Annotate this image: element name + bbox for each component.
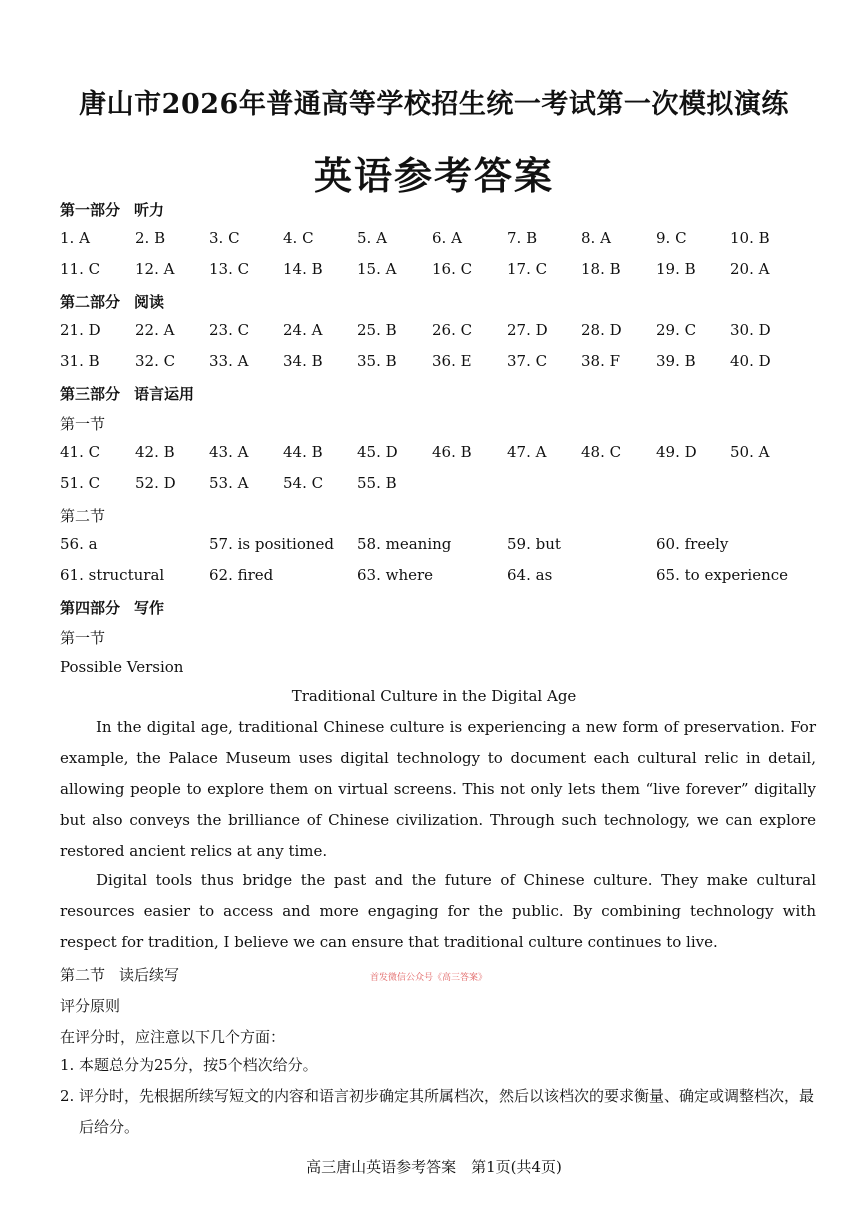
criteria-text: 本题总分为25分，按5个档次给分。 [79,1056,318,1074]
answer: 38. F [581,352,621,370]
answer: 33. A [209,352,249,370]
answer: 27. D [507,321,548,339]
part4-heading [60,597,164,618]
answer: 20. A [730,260,770,278]
part2-heading [60,291,164,312]
answer: 35. B [357,352,397,370]
answer: 3. C [209,229,240,247]
part4-section2-subject: 读后续写 [119,966,180,984]
answer: 11. C [60,260,101,278]
answer: 42. B [135,443,175,461]
essay-title: Traditional Culture in the Digital Age [291,687,577,705]
answer: 32. C [135,352,176,370]
essay-paragraph-2: Digital tools thus bridge the past and the future of Chinese culture. They make cultural resources easier to access and more engaging for the public. By combining technology with respect for tradition, I believe we can ensure that traditional culture continues to live. [60,871,816,951]
page-footer: 高三唐山英语参考答案 第1页(共4页) [306,1158,562,1176]
answer: 21. D [60,321,101,339]
criteria-intro: 在评分时，应注意以下几个方面： [60,1028,286,1046]
answer: 17. C [507,260,548,278]
part4-name: 第四部分 [60,599,121,617]
part4-section1-label: 第一节 [60,629,106,647]
answer: 26. C [432,321,473,339]
answer: 47. A [507,443,547,461]
criteria-number: 1. [60,1056,75,1074]
answer: 22. A [135,321,175,339]
answer: 2. B [135,229,166,247]
answer: 18. B [581,260,621,278]
answer: 52. D [135,474,176,492]
part3-section1-label: 第一节 [60,415,106,433]
answer: 13. C [209,260,250,278]
part3-heading [60,383,194,404]
answer: 14. B [283,260,323,278]
page-title: 唐山市2026年普通高等学校招生统一考试第一次模拟演练 [79,89,789,120]
fill-answer: 57. is positioned [209,535,335,553]
answer: 53. A [209,474,249,492]
fill-answer: 56. a [60,535,98,553]
answer: 36. E [432,352,472,370]
answer: 40. D [730,352,771,370]
answer: 15. A [357,260,397,278]
answer: 8. A [581,229,611,247]
fill-answer: 60. freely [656,535,729,553]
part2-name: 第二部分 [60,293,121,311]
answer: 45. D [357,443,398,461]
answer: 29. C [656,321,697,339]
answer: 30. D [730,321,771,339]
criteria-number: 2. [60,1087,75,1105]
answer: 23. C [209,321,250,339]
part3-name: 第三部分 [60,385,121,403]
part3-subject: 语言运用 [134,385,195,403]
answer: 48. C [581,443,622,461]
part4-section2-heading [60,964,179,985]
answer: 16. C [432,260,473,278]
answer: 43. A [209,443,249,461]
watermark-text: 首发微信公众号《高三答案》 [370,973,488,983]
answer: 10. B [730,229,770,247]
answer: 46. B [432,443,472,461]
part2-subject: 阅读 [134,293,165,311]
answer: 44. B [283,443,323,461]
answer: 1. A [60,229,90,247]
answer: 5. A [357,229,387,247]
fill-answer: 58. meaning [357,535,452,553]
answer: 4. C [283,229,314,247]
fill-answer: 65. to experience [656,566,789,584]
answer: 39. B [656,352,696,370]
answer: 50. A [730,443,770,461]
part1-name: 第一部分 [60,201,121,219]
answer: 31. B [60,352,100,370]
criteria-label: 评分原则 [60,997,121,1015]
answer: 7. B [507,229,538,247]
answer: 41. C [60,443,101,461]
answer: 19. B [656,260,696,278]
part4-subject: 写作 [134,599,165,617]
fill-answer: 62. fired [209,566,274,584]
answer: 12. A [135,260,175,278]
criteria-text: 评分时，先根据所续写短文的内容和语言初步确定其所属档次，然后以该档次的要求衡量、确定或调整档次，最后给分。 [79,1087,815,1136]
answer: 34. B [283,352,323,370]
part1-heading [60,199,164,220]
answer: 25. B [357,321,397,339]
answer: 51. C [60,474,101,492]
page-subtitle: 英语参考答案 [313,153,554,198]
answer: 37. C [507,352,548,370]
part3-section2-label: 第二节 [60,507,106,525]
part4-section2-label: 第二节 [60,966,106,984]
answer: 54. C [283,474,324,492]
answer: 28. D [581,321,622,339]
answer: 49. D [656,443,697,461]
answer: 24. A [283,321,323,339]
essay-paragraph-1: In the digital age, traditional Chinese culture is experiencing a new form of preservation. For example, the Palace Museum uses digital technology to document each cultural relic in detail, allowing people to explore them on virtual screens. This not only lets them “live forever” digitally but also conveys the brilliance of Chinese civilization. Through such technology, we can explore restored ancient relics at any time. [60,718,816,860]
answer: 6. A [432,229,462,247]
fill-answer: 61. structural [60,566,165,584]
possible-version-label: Possible Version [60,658,184,676]
fill-answer: 64. as [507,566,553,584]
fill-answer: 59. but [507,535,561,553]
answer: 55. B [357,474,397,492]
answer: 9. C [656,229,687,247]
fill-answer: 63. where [357,566,434,584]
part1-subject: 听力 [134,201,165,219]
